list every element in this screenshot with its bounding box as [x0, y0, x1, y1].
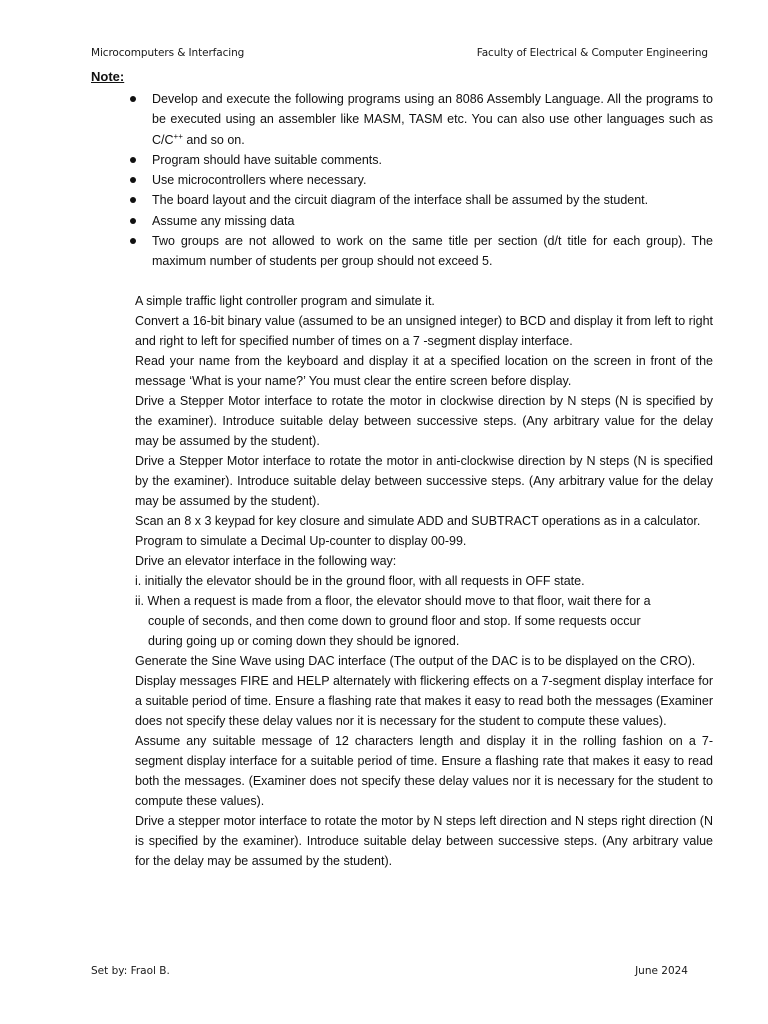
note-bullet-text-tail: and so on. — [182, 132, 245, 147]
task-paragraph: during going up or coming down they should be ignored. — [148, 634, 460, 648]
task-paragraph: Drive an elevator interface in the following way: — [135, 554, 397, 568]
note-heading: Note: — [91, 69, 125, 84]
header-course-title: Microcomputers & Interfacing — [91, 47, 245, 59]
footer-date: June 2024 — [635, 965, 688, 977]
note-bullet-item — [91, 150, 713, 170]
task-paragraph: ii. When a request is made from a floor, the elevator should move to that floor, wait there for a — [135, 594, 651, 608]
footer-author: Set by: Fraol B. — [91, 965, 170, 977]
task-paragraph: Convert a 16-bit binary value (assumed to be an unsigned integer) to BCD and display it from left to right and right to left for specified number of times on a 7 -segment display interface. — [135, 314, 713, 348]
bullet-icon — [130, 197, 136, 203]
task-paragraph: A simple traffic light controller program and simulate it. — [135, 294, 435, 308]
task-paragraph: Program to simulate a Decimal Up-counter to display 00-99. — [135, 534, 467, 548]
bullet-icon — [130, 218, 136, 224]
note-bullet-list — [91, 89, 713, 272]
task-paragraph: couple of seconds, and then come down to ground floor and stop. If some requests occur — [148, 614, 641, 628]
note-bullet-superscript: ++ — [173, 131, 183, 141]
bullet-icon — [130, 157, 136, 163]
task-paragraph: Drive a Stepper Motor interface to rotate the motor in clockwise direction by N steps (N is specified by the examiner). Introduce suitable delay between successive steps. (Any arbitrary value for the delay may be assumed by the student). — [135, 394, 713, 448]
task-paragraph: Generate the Sine Wave using DAC interface (The output of the DAC is to be displayed on the CRO). — [135, 654, 696, 668]
note-bullet-item — [91, 170, 713, 190]
task-paragraph: Display messages FIRE and HELP alternately with flickering effects on a 7-segment display interface for a suitable period of time. Ensure a flashing rate that makes it easy to read both the messages (Examiner does not specify these delay values nor it is necessary for the student to compute these values). — [135, 674, 713, 728]
note-bullet-text: Use microcontrollers where necessary. — [152, 173, 367, 188]
note-bullet-item — [91, 190, 713, 210]
note-bullet-text: Develop and execute the following programs using an 8086 Assembly Language. All the programs to be executed using an assembler like MASM, TASM etc. You can also use other languages such as C/C — [152, 92, 713, 147]
bullet-icon — [130, 177, 136, 183]
note-bullet-item — [91, 89, 713, 150]
bullet-icon — [130, 238, 136, 244]
task-paragraph: Assume any suitable message of 12 characters length and display it in the rolling fashion on a 7-segment display interface for a suitable period of time. Ensure a flashing rate that makes it easy to read both the messages. (Examiner does not specify these delay values nor it is necessary for the student to compute these values). — [135, 734, 713, 808]
task-list — [135, 291, 713, 871]
header-faculty: Faculty of Electrical & Computer Engineering — [476, 47, 708, 59]
task-paragraph: Drive a stepper motor interface to rotate the motor by N steps left direction and N steps right direction (N is specified by the examiner). Introduce suitable delay between successive steps. (Any arbitrary value for the delay may be assumed by the student). — [135, 814, 713, 868]
note-bullet-item — [91, 231, 713, 272]
note-bullet-item — [91, 211, 713, 231]
note-bullet-text: Two groups are not allowed to work on the same title per section (d/t title for each group). The maximum number of students per group should not exceed 5. — [152, 234, 713, 269]
note-bullet-text: The board layout and the circuit diagram of the interface shall be assumed by the student. — [152, 193, 649, 208]
note-bullet-text: Program should have suitable comments. — [152, 152, 382, 167]
task-paragraph: Drive a Stepper Motor interface to rotate the motor in anti-clockwise direction by N steps (N is specified by the examiner). Introduce suitable delay between successive steps. (Any arbitrary value for the delay may be assumed by the student). — [135, 454, 713, 508]
note-bullet-text: Assume any missing data — [152, 213, 295, 228]
task-paragraph: Read your name from the keyboard and display it at a specified location on the screen in front of the message ‘What is your name?’ You must clear the entire screen before display. — [135, 354, 713, 388]
bullet-icon — [130, 96, 136, 102]
task-paragraph: Scan an 8 x 3 keypad for key closure and simulate ADD and SUBTRACT operations as in a calculator. — [135, 514, 701, 528]
task-paragraph: i. initially the elevator should be in the ground floor, with all requests in OFF state. — [135, 574, 585, 588]
